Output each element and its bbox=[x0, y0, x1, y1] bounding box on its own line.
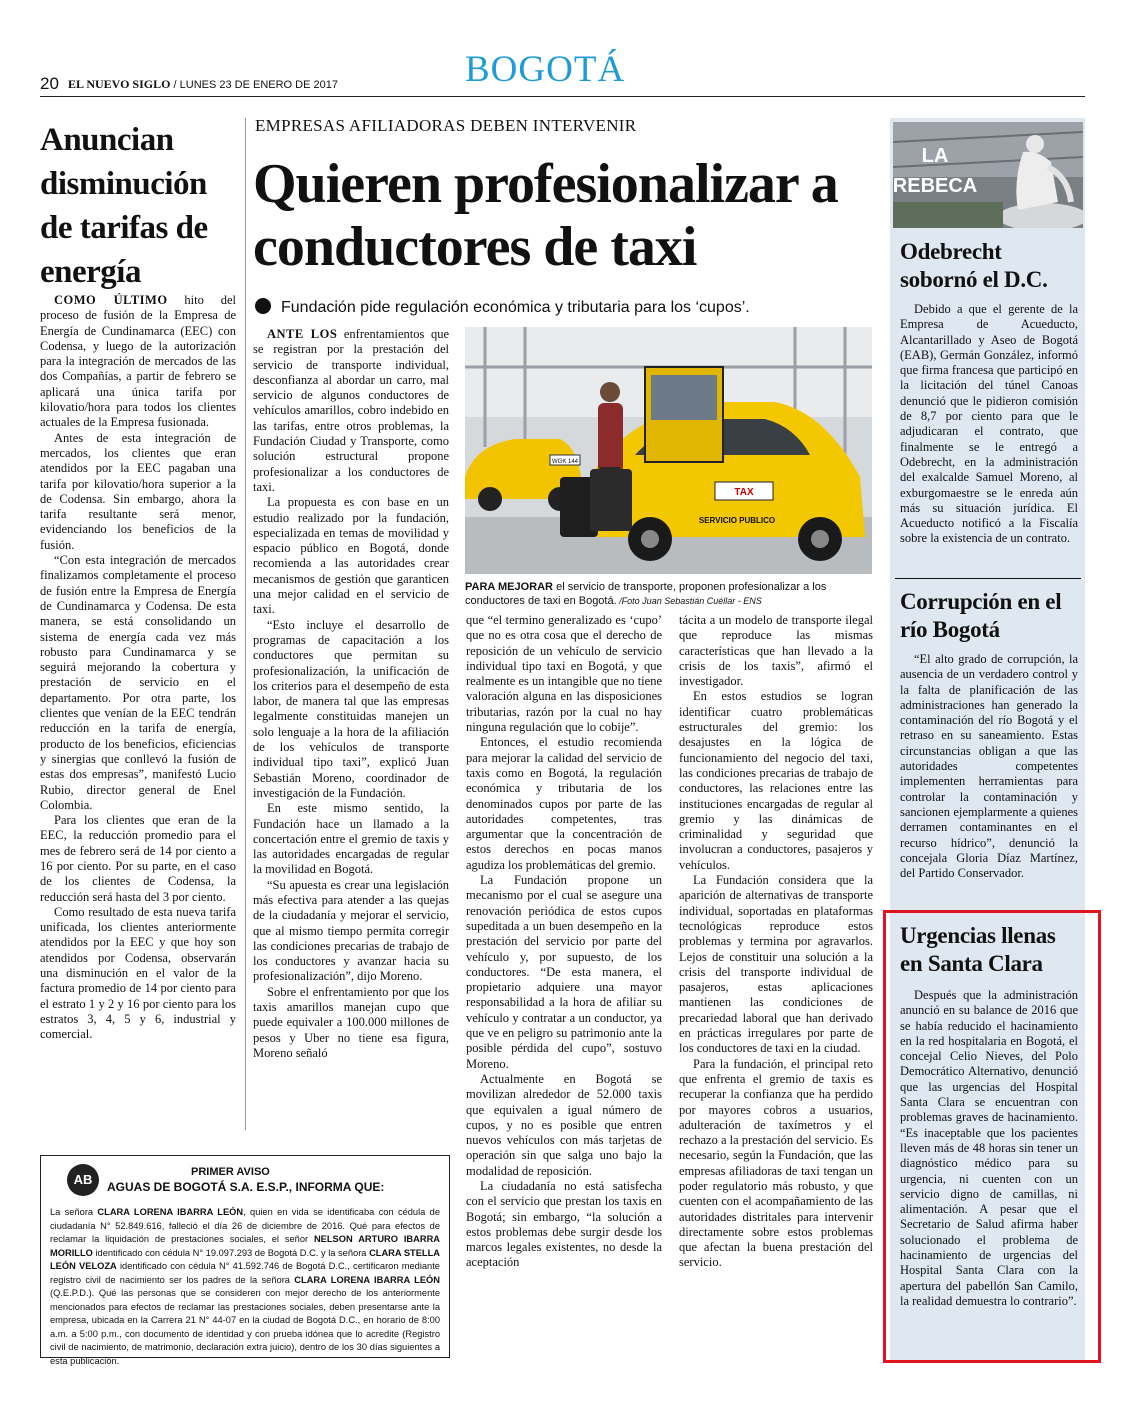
sidebar-story-1-title: Odebrecht sobornó el D.C. bbox=[900, 239, 1048, 292]
ad-name: CLARA STELLA LEÓN VELOZA bbox=[50, 1247, 440, 1271]
taxi-door-text: SERVICIO PUBLICO bbox=[698, 516, 776, 525]
paragraph: Para los clientes que eran de la EEC, la reducción promedio para el mes de febrero será de 14 por ciento a 16 por ciento. Por su parte, en el caso de los clientes de Codensa, la reducción será hasta del 3 por ciento. bbox=[40, 813, 236, 904]
ad-name: CLARA LORENA IBARRA LEÓN bbox=[294, 1274, 440, 1285]
banner-line-1: LA bbox=[921, 145, 949, 167]
paragraph: tácita a un modelo de transporte ilegal que reproduce las mismas características que han llevado a la crisis de los taxis”, afirmó el investigador. bbox=[679, 613, 873, 689]
left-article-lead: COMO ÚLTIMO bbox=[54, 293, 168, 307]
paragraph: En este mismo sentido, la Fundación hace un llamado a la concertación entre el gremio de taxis y las autoridades encargadas de regular la movilidad en Bogotá. bbox=[253, 801, 449, 877]
paragraph: “Esto incluye el desarrollo de programas de capacitación a los conductores que permitan su profesionalización, la unificación de los criterios para el desempeño de esta labor, de manera tal que las empresas legalmente constituidas manejen un solo lenguaje a la hora de la afiliación de los vehículos de transporte individual tipo taxi”, explicó Juan Sebastián Moreno, coordinador de investigación de la Fundación. bbox=[253, 617, 449, 800]
left-article-title: Anuncian disminución de tarifas de energía bbox=[40, 122, 208, 290]
paragraph: En estos estudios se logran identificar cuatro problemáticas estructurales del gremio: los desajustes en la lógica de funcionamiento del negocio del taxi, las condiciones precarias de trabajo de conductores, las relaciones entre las instituciones encargadas de regular al gremio y las dinámicas de criminalidad y seguridad que involucran a conductores, pasajeros y vehículos. bbox=[679, 689, 873, 872]
paragraph: La Fundación propone un mecanismo por el cual se asegure una renovación periódica de estos cupos supeditada a un buen desempeño en la prestación del servicio por parte del vehículo y, por supuesto, de los conductores. “De esta manera, el propietario adquiere una mayor responsabilidad a la hora de afiliar su vehículo y contratar a un conductor, ya que ve en peligro su patrimonio ante la posible pérdida del cupo”, sostuvo Moreno. bbox=[466, 873, 662, 1071]
main-article-subtitle bbox=[255, 298, 750, 317]
taxi-illustration bbox=[465, 327, 872, 574]
paragraph: Debido a que el gerente de la Empresa de Acueducto, Alcantarillado y Aseo de Bogotá (EAB), Germán González, informó que firma francesa que participó en la licitación del túnel Canoas denunció que le pidieron comisión de 8,7 por ciento para que le adjudicaran el contrato, que finalmente se le entregó a Odebrecht, en la administración del exalcalde Samuel Moreno, al exburgomaestre se le enreda aún más su situación jurídica. El Acueducto notificó a la Fiscalía sobre la existencia de un contrato. bbox=[900, 302, 1078, 546]
banner-line-2: REBECA bbox=[893, 175, 978, 197]
la-rebeca-banner bbox=[893, 122, 1083, 228]
paragraph: “Con esta integración de mercados finalizamos completamente el proceso de fusión entre la Empresa de Energía de Cundinamarca y Codensa. De esta manera, se está consolidando un sistema de energía cada vez más robusto para Cundinamarca y se seguirá mejorando la cobertura y prestación de servicio en el departamento. Por otra parte, los clientes que venían de la EEC tendrán reducción en la tarifa de energía, producto de los beneficios, eficiencias y sinergias que conllevó la fusión de estas dos empresas”, manifestó Lucio Rubio, director general de Enel Colombia. bbox=[40, 553, 236, 812]
main-article-lead: ANTE LOS bbox=[267, 327, 338, 341]
column-divider bbox=[245, 118, 246, 1130]
photo-caption bbox=[465, 580, 875, 608]
header-rule bbox=[40, 96, 1085, 97]
paragraph: La Fundación considera que la aparición de alternativas de transporte individual, soportadas en plataformas tecnológicas reproduce estos problemas y termina por agravarlos. Lejos de constituir una solución a la crisis del transporte individual de pasajeros, estas aplicaciones mantienen las condiciones de precariedad laboral que han derivado en prácticas irregulares por parte de los conductores de taxi en la ciudad. bbox=[679, 873, 873, 1056]
publication-name: EL NUEVO SIGLO bbox=[67, 77, 171, 91]
sidebar-story-1-body bbox=[900, 302, 1078, 547]
ad-text: identificado con cédula N° 19.097.293 de Bogotá D.C. y la señora bbox=[92, 1247, 370, 1258]
paragraph: Actualmente en Bogotá se movilizan alrededor de 52.000 taxis que equivalen a igual número de cupos, y no es posible que entren nuevos vehículos con más tarjetas de operación sin que salga uno bajo la modalidad de reposición. bbox=[466, 1071, 662, 1178]
main-article-kicker: EMPRESAS AFILIADORAS DEBEN INTERVENIR bbox=[255, 116, 637, 135]
license-plate: WGK 144 bbox=[551, 459, 579, 465]
left-article-body bbox=[40, 293, 236, 1138]
subtitle-text: Fundación pide regulación económica y tributaria para los ‘cupos’. bbox=[281, 299, 750, 316]
caption-lead: PARA MEJORAR bbox=[465, 581, 554, 593]
legal-notice-ad bbox=[40, 1155, 450, 1366]
ad-name: CLARA LORENA IBARRA LEÓN bbox=[97, 1207, 244, 1217]
ad-text: identificado con cédula N° 41.592.746 de Bogotá D.C., certificaron mediante registro civil de nacimiento ser los padres de la señora bbox=[50, 1261, 440, 1285]
paragraph: La propuesta es con base en un estudio realizado por la fundación, especializada en temas de movilidad y espacio público en Bogotá, donde recomienda a las autoridades crear mecanismos de gestión que garanticen una mejor calidad en el servicio de taxi. bbox=[253, 495, 449, 617]
taxi-logo: TAX bbox=[734, 487, 754, 498]
paragraph: Para la fundación, el principal reto que enfrenta el gremio de taxis es recuperar la confianza que ha perdido por mayores cobros a usuarios, adulteración de taxímetros y el rechazo a la prestación del servicio. Es necesario, según la Fundación, que las empresas afiliadoras de taxi tengan un poder regulatorio más robusto, y que cuenten con el acompañamiento de las autoridades distritales para intervenir directamente sobre estos problemas que afectan la buena prestación del servicio. bbox=[679, 1056, 873, 1270]
paragraph: La ciudadanía no está satisfecha con el servicio que prestan los taxis en Bogotá; sin embargo, “la solución a estos problemas debe surgir desde los marcos legales existentes, no desde la aceptación bbox=[466, 1178, 662, 1270]
ad-body bbox=[50, 1206, 440, 1368]
sidebar-divider bbox=[895, 578, 1081, 579]
page-header bbox=[40, 74, 338, 94]
sidebar-story-2-title: Corrupción en el río Bogotá bbox=[900, 589, 1062, 642]
paragraph: Antes de esta integración de mercados, los clientes que eran atendidos por la EEC pagaban una tarifa por kilovatio/hora superior a la de Codensa. Sin embargo, ahora la tarifa resultante será menor, evidenciando los beneficios de la fusión. bbox=[40, 430, 236, 552]
sidebar-story-3-title: Urgencias llenas en Santa Clara bbox=[900, 923, 1056, 976]
paragraph: “El alto grado de corrupción, la ausencia de un verdadero control y la falta de planificación de las administraciones han generado la contaminación del río Bogotá y el retraso en su saneamiento. Estas circunstancias obligan a que las autoridades competentes implementen herramientas para controlar la contaminación y sancionen ejemplarmente a quienes derramen contaminantes en el recurso hídrico”, denunció la concejala Gloria Díaz Martínez, del Partido Conservador. bbox=[900, 652, 1078, 881]
ad-text: (Q.E.P.D.). Qué las personas que se consideren con mejor derecho de los anteriormente mencionados para efectos de reclamar las prestaciones sociales, deben presentarse ante la empresa, ubicada en la Carrera 21 N° 44-07 en la ciudad de Bogotá D.C., en horario de 8:00 a.m. a 5:00 p.m., con documento de identidad y con prueba idónea que lo acredite (Registro civil de nacimiento, de matrimonio, declaración extra juicio), dentro de los 30 días siguientes a esta publicación. bbox=[50, 1288, 440, 1366]
main-article-title: Quieren profesionalizar a conductores de taxi bbox=[253, 153, 838, 278]
paragraph: Sobre el enfrentamiento por que los taxis amarillos manejan cupo que puede equivaler a 100.000 millones de pesos y Uber no tiene esa figura, Moreno señaló bbox=[253, 984, 449, 1060]
caption-text: el servicio de transporte, proponen profesionalizar a los conductores de taxi en Bogotá. bbox=[465, 581, 827, 607]
bullet-icon bbox=[255, 298, 271, 314]
photo-credit: /Foto Juan Sebastián Cuéllar - ENS bbox=[616, 596, 762, 606]
ad-name: NELSON ARTURO IBARRA MORILLO bbox=[50, 1234, 440, 1258]
paragraph: que “el termino generalizado es ‘cupo’ que no es otra cosa que el derecho de reposición de un vehículo de servicio individual tipo taxi en Bogotá, y que realmente es un intangible que no tiene valoración alguna en las disposiciones tributarias, razón por la cual no hay ninguna regulación que lo cobije”. bbox=[466, 613, 662, 735]
paragraph: enfrentamientos que se registran por la prestación del servicio de transporte individual, desconfianza al abordar un carro, mal servicio de algunos conductores de vehículos amarillos, cobro indebido en las tarifas, entre otros problemas, la Fundación Ciudad y Transporte, como solución estructural propone profesionalizar a los conductores de taxi. bbox=[253, 327, 449, 494]
main-article-column-2 bbox=[466, 613, 662, 1358]
paragraph: Después que la administración anunció en su balance de 2016 que se había reducido el hacinamiento en la red hospitalaria en Bogotá, el concejal Celio Nieves, del Polo Democrático Alternativo, denunció que las urgencias del Hospital Santa Clara se encuentran con problemas graves de hacinamiento. “Es inaceptable que los pacientes lleven más de 48 horas sin tener un diagnóstico médico para su urgencia, ni cuenten con un servicio digno de camillas, ni alimentación. A pesar que el Secretario de Salud afirma haber solucionado el problema de hacinamiento de urgencias del Hospital Santa Clara con la apertura del pabellón San Camilo, la realidad demuestra lo contrario”. bbox=[900, 988, 1078, 1308]
ad-subheading: AGUAS DE BOGOTÁ S.A. E.S.P., INFORMA QUE: bbox=[107, 1180, 385, 1194]
paragraph: hito del proceso de fusión de la Empresa de Energía de Cundinamarca (EEC) con Codensa, y luego de la autorización para la integración de mercados de las dos Compañías, a partir de febrero se aplicará una única tarifa por kilovatio/hora para todos los clientes actuales de la Empresa fusionada. bbox=[40, 293, 236, 430]
ad-heading: PRIMER AVISO bbox=[191, 1166, 270, 1178]
company-logo: AB bbox=[67, 1164, 99, 1196]
main-article-column-3 bbox=[679, 613, 873, 1358]
ad-text: , quien en vida se identificaba con cédula de ciudadanía N° 52.849.616, falleció el día 26 de diciembre de 2016. Qué para efectos de reclamar la liquidación de prestaciones sociales, el señor bbox=[50, 1207, 440, 1244]
publication-date: / LUNES 23 DE ENERO DE 2017 bbox=[173, 79, 338, 91]
paragraph: “Su apuesta es crear una legislación más efectiva para atender a las quejas de la ciudadanía y mejorar el servicio, que al mismo tiempo permita corregir las condiciones precarias de trabajo de los conductores y avanzar hacia su profesionalización”, dijo Moreno. bbox=[253, 877, 449, 984]
main-article-column-1 bbox=[253, 327, 449, 1137]
sidebar-story-2-body bbox=[900, 652, 1078, 881]
page-number: 20 bbox=[40, 74, 59, 93]
paragraph: Como resultado de esta nueva tarifa unificada, los clientes anteriormente atendidos por la EEC y que hoy son atendidos por Codensa, observarán una disminución en el valor de la factura promedio de 14 por ciento para el estrato 1 y 2 y 16 por ciento para los estratos 3, 4, 5 y 6, industrial y comercial. bbox=[40, 904, 236, 1042]
paragraph: Entonces, el estudio recomienda para mejorar la calidad del servicio de taxis como en Bogotá, la regulación económica y tributaria de los denominados cupos por parte de las autoridades competentes, tras argumentar que la concentración de estos derechos en pocas manos agudiza los problemáticas del gremio. bbox=[466, 735, 662, 872]
section-title: BOGOTÁ bbox=[465, 49, 626, 90]
taxi-photo bbox=[465, 327, 872, 574]
highlight-box bbox=[883, 910, 1101, 1363]
statue-image bbox=[893, 122, 1083, 228]
ad-text: La señora bbox=[50, 1207, 98, 1217]
